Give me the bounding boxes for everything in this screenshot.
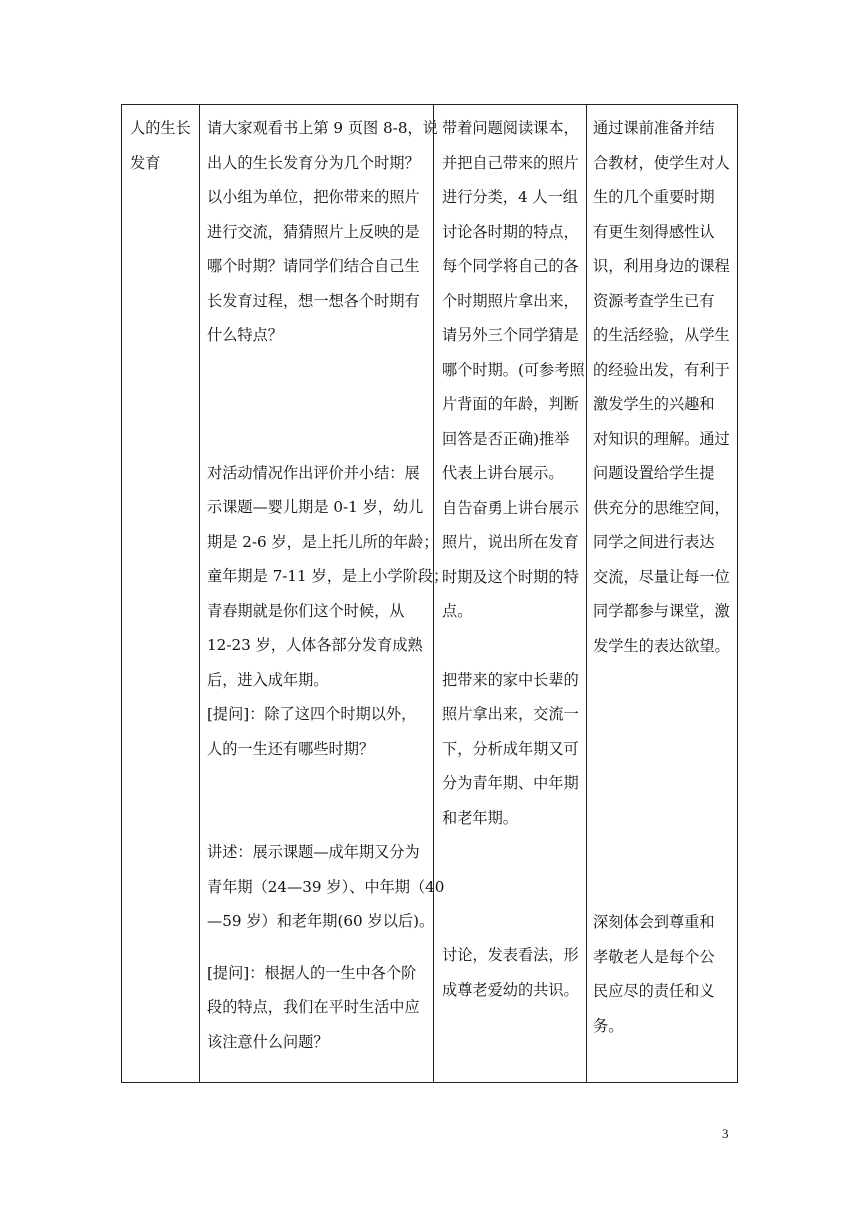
student-paragraph-classify: 带着问题阅读课本， 并把自己带来的照片 进行分类，4 人一组 讨论各时期的特点， 每个同学将自己的各 个时期照片拿出来， 请另外三个同学猜是 哪个时期。(可参考照 片背面的年龄，判断 回答是否正确)推举 代表上讲台展示。 — [442, 119, 585, 482]
topic-cell — [130, 111, 194, 180]
teacher-paragraph-adulthood: 讲述：展示课题—成年期又分为 青年期（24—39 岁）、中年期（40 —59 岁）和老年期(60 岁以后)。 — [207, 843, 445, 930]
teacher-paragraph-intro: 请大家观看书上第 9 页图 8-8，说 出人的生长发育分为几个时期？ 以小组为单位，把你带来的照片 进行交流，猜猜照片上反映的是 哪个时期？请同学们结合自己生 长发育过程，想一想各个时期有 什么特点？ — [207, 119, 438, 344]
lesson-plan-table — [121, 104, 738, 1083]
teacher-paragraph-summary: 对活动情况作出评价并小结：展 示课题—婴儿期是 0-1 岁，幼儿 期是 2-6 岁，是上托儿所的年龄； 童年期是 7-11 岁，是上小学阶段； 青春期就是你们这个时候，从 12-23 岁，人体各部分发育成熟 后，进入成年期。 [提问]：除了这四个时期以外， 人的一生还有哪些时期？ — [207, 463, 449, 758]
teacher-activity-cell — [207, 111, 449, 1059]
column-divider — [586, 105, 587, 1082]
design-intent-cell — [593, 111, 733, 1043]
student-paragraph-present: 自告奋勇上讲台展示 照片，说出所在发育 时期及这个时期的特 点。 — [442, 498, 579, 620]
student-activity-cell — [442, 111, 585, 1007]
intent-paragraph-main: 通过课前准备并结 合教材，使学生对人 生的几个重要时期 有更生刻得感性认 识，利用身边的课程 资源考查学生已有 的生活经验，从学生 的经验出发，有利于 激发学生的兴趣和 对知识的理解。通过 问题设置给学生提 供充分的思维空间， 同学之间进行表达 交流，尽量让每一位 同学都参与课堂，激 发学生的表达欲望。 — [593, 119, 730, 655]
student-paragraph-discuss: 讨论，发表看法，形 成尊老爱幼的共识。 — [442, 946, 579, 999]
column-divider — [199, 105, 200, 1082]
teacher-paragraph-question: [提问]：根据人的一生中各个阶 段的特点，我们在平时生活中应 该注意什么问题？ — [207, 963, 420, 1051]
topic-text: 人的生长 发育 — [130, 119, 191, 172]
page-number: 3 — [722, 1126, 729, 1141]
column-divider — [433, 105, 434, 1082]
student-paragraph-elders: 把带来的家中长辈的 照片拿出来，交流一 下，分析成年期又可 分为青年期、中年期 和老年期。 — [442, 670, 579, 827]
intent-paragraph-respect: 深刻体会到尊重和 孝敬老人是每个公 民应尽的责任和义 务。 — [593, 913, 715, 1035]
